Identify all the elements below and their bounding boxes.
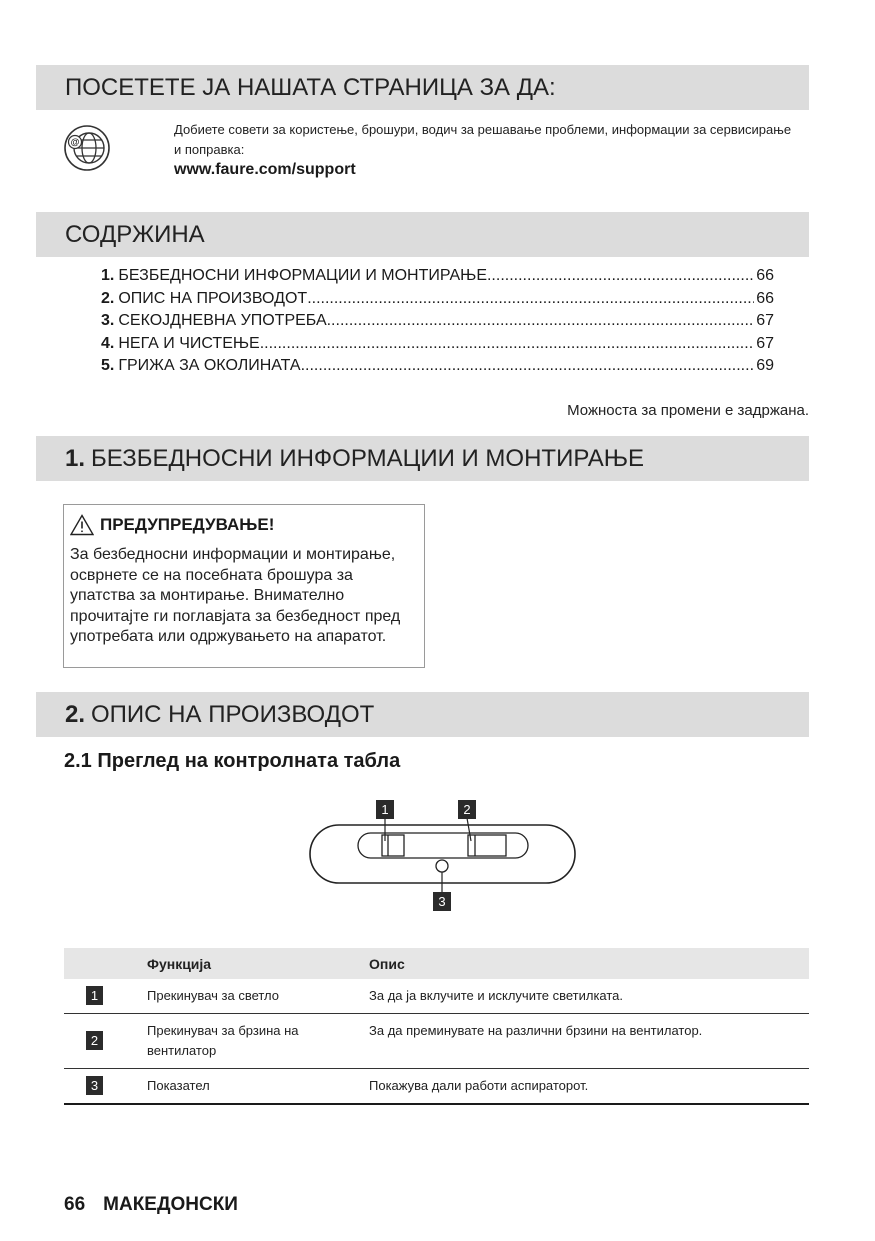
svg-text:@: @ — [70, 137, 80, 147]
warning-text: За безбедносни информации и монтирање, осврнете се на посебната брошура за упатства за монтирање. Внимателно прочитајте ги поглавјата за безбедност пред употребата или одржувањето на апаратот. — [70, 546, 401, 645]
table-row — [64, 1014, 809, 1069]
row-number-badge: 3 — [86, 1076, 103, 1095]
toc-item-page: 67 — [756, 312, 774, 329]
toc-item-number: 2. — [101, 289, 115, 307]
toc-item[interactable] — [101, 265, 774, 288]
section2-title: ОПИС НА ПРОИЗВОДОТ — [91, 700, 375, 728]
section2-heading-band — [36, 692, 809, 737]
control-panel-diagram — [300, 795, 590, 915]
globe-at-icon — [63, 124, 111, 172]
section1-heading-band — [36, 436, 809, 481]
warning-title: ПРЕДУПРЕДУВАЊЕ! — [100, 515, 275, 534]
toc-leader-dots — [260, 333, 755, 356]
table-row — [64, 1069, 809, 1105]
table-header-description: Опис — [369, 948, 809, 979]
visit-description: Добиете совети за користење, брошури, водич за решавање проблеми, информации за сервисирање и поправка: — [174, 122, 792, 157]
toc-item-label: СЕКОЈДНЕВНА УПОТРЕБА — [118, 312, 327, 329]
toc-item-page: 66 — [756, 289, 774, 307]
section2-number: 2. — [65, 700, 86, 728]
support-url-link[interactable]: www.faure.com/support — [174, 161, 356, 178]
callout-label-1: 1 — [381, 802, 389, 817]
callout-label-2: 2 — [463, 802, 471, 817]
function-table — [64, 948, 809, 1105]
footer-page-number: 66 — [64, 1194, 86, 1215]
row-number-badge: 1 — [86, 986, 103, 1005]
fan-switch-shape — [468, 835, 506, 856]
footer-language: МАКЕДОНСКИ — [103, 1194, 238, 1215]
indicator-shape — [436, 860, 448, 872]
toc-item-page: 67 — [756, 334, 774, 352]
toc-heading: СОДРЖИНА — [65, 220, 205, 248]
visit-heading-band — [36, 65, 809, 110]
row-description: За да ја вклучите и исклучите светилката. — [369, 979, 809, 1014]
section1-title: БЕЗБЕДНОСНИ ИНФОРМАЦИИ И МОНТИРАЊЕ — [91, 444, 644, 472]
warning-header — [70, 511, 418, 539]
toc-item[interactable] — [101, 355, 774, 378]
toc-item[interactable] — [101, 310, 774, 333]
page-footer — [64, 1194, 256, 1216]
row-function: Показател — [147, 1069, 369, 1105]
toc-item-label: БЕЗБЕДНОСНИ ИНФОРМАЦИИ И МОНТИРАЊЕ — [118, 267, 487, 284]
table-header-function: Функција — [147, 948, 369, 979]
table-header-row — [64, 948, 809, 979]
table-row — [64, 979, 809, 1014]
toc-leader-dots — [307, 288, 754, 311]
toc-item-number: 3. — [101, 312, 115, 329]
row-description: Покажува дали работи аспираторот. — [369, 1069, 809, 1105]
warning-box — [63, 504, 425, 668]
toc-item-label: ГРИЖА ЗА ОКОЛИНАТА — [118, 357, 301, 374]
table-of-contents — [101, 265, 774, 378]
toc-item-number: 4. — [101, 334, 115, 352]
toc-leader-dots — [301, 355, 755, 378]
row-description: За да преминувате на различни брзини на вентилатор. — [369, 1014, 809, 1069]
table-header-num — [64, 948, 147, 979]
subsection-title: 2.1 Преглед на контролната табла — [64, 750, 401, 772]
change-disclaimer: Можноста за промени е задржана. — [567, 402, 809, 419]
toc-leader-dots — [327, 310, 755, 333]
toc-item-number: 1. — [101, 267, 115, 284]
toc-item-label: ОПИС НА ПРОИЗВОДОТ — [118, 289, 308, 307]
toc-item-number: 5. — [101, 357, 115, 374]
row-number-badge: 2 — [86, 1031, 103, 1050]
toc-heading-band — [36, 212, 809, 257]
row-function: Прекинувач за светло — [147, 979, 369, 1014]
row-function: Прекинувач за брзина на вентилатор — [147, 1014, 369, 1069]
toc-item-page: 66 — [756, 267, 774, 284]
warning-triangle-icon — [70, 514, 94, 536]
toc-item[interactable] — [101, 288, 774, 311]
visit-heading: ПОСЕТЕТЕ ЈА НАШАТА СТРАНИЦА ЗА ДА: — [65, 73, 556, 101]
section1-number: 1. — [65, 444, 86, 472]
toc-item[interactable] — [101, 333, 774, 356]
callout-label-3: 3 — [438, 894, 446, 909]
toc-leader-dots — [487, 265, 754, 288]
toc-item-label: НЕГА И ЧИСТЕЊЕ — [118, 334, 260, 352]
toc-item-page: 69 — [756, 357, 774, 374]
